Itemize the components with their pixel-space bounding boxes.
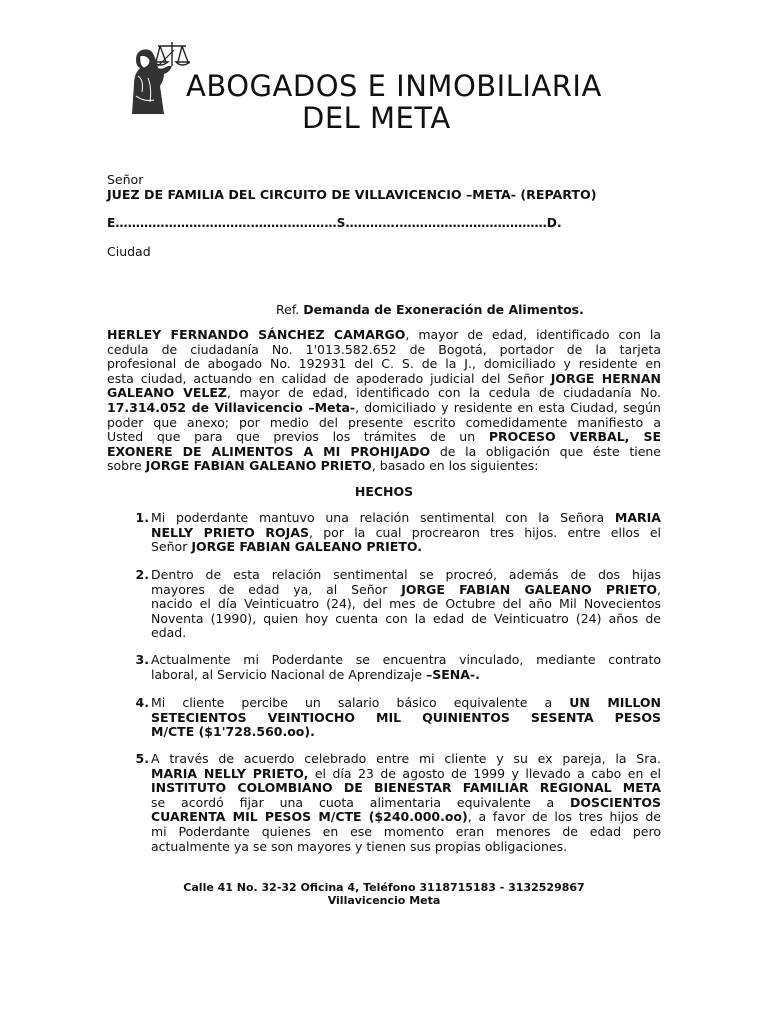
text-run: SETECIENTOS VEINTIOCHO MIL QUINIENTOS SESENTA PESOS xyxy=(151,709,661,725)
text-run: , xyxy=(657,581,661,597)
footer xyxy=(0,882,768,907)
text-run: esta ciudad, actuando en calidad de apoderado judicial del Señor xyxy=(107,370,551,386)
text-run: MARIA xyxy=(614,510,661,525)
text-run: actualmente ya se son mayores y tienen sus propias obligaciones. xyxy=(151,838,568,854)
firm-name-line2: DEL META xyxy=(302,101,451,135)
fact-text xyxy=(151,568,661,641)
text-line xyxy=(151,526,661,541)
text-run: DOSCIENTOS xyxy=(570,794,661,810)
text-line xyxy=(107,386,661,401)
text-run: A través de acuerdo celebrado entre mi cliente y su ex pareja, la Sra. xyxy=(151,751,661,766)
text-run: Dentro de esta relación sentimental se procreó, además de dos hijas xyxy=(151,567,661,582)
text-run: laboral, al Servicio Nacional de Aprendizaje xyxy=(151,666,426,682)
text-run: nacido el día Veinticuatro (24), del mes de Octubre del año Mil Novecientos xyxy=(151,596,661,612)
text-run: se acordó fijar una cuota alimentaria equivalente a xyxy=(151,794,570,810)
fact-number: 2. xyxy=(135,567,149,582)
fact-text xyxy=(151,752,661,854)
text-line xyxy=(151,752,661,767)
text-run: –SENA-. xyxy=(426,666,480,682)
text-line xyxy=(107,328,661,343)
text-line xyxy=(151,668,661,683)
fact-number: 3. xyxy=(135,652,149,667)
reference-line xyxy=(276,303,676,318)
section-title-hechos: HECHOS xyxy=(354,484,414,499)
firm-name-line1: ABOGADOS E INMOBILIARIA xyxy=(186,69,602,103)
text-run: sobre xyxy=(107,458,146,474)
text-run: NELLY PRIETO ROJAS xyxy=(151,524,310,540)
text-run: UN MILLON xyxy=(569,695,661,710)
text-line xyxy=(151,612,661,627)
text-line xyxy=(151,568,661,583)
text-run: Mi cliente percibe un salario básico equivalente a xyxy=(151,695,570,710)
text-run: Actualmente mi Poderdante se encuentra vinculado, mediante contrato xyxy=(151,652,661,667)
fact-text xyxy=(151,511,661,555)
text-line xyxy=(151,796,661,811)
text-line xyxy=(151,597,661,612)
footer-city: Villavicencio Meta xyxy=(327,893,441,907)
text-line xyxy=(151,767,661,782)
firm-name xyxy=(186,70,602,134)
text-run: profesional de abogado No. 192931 del C. S. de la J., domiciliado y residente en xyxy=(107,356,661,372)
text-run: poder que anexo; por medio del presente escrito comedidamente manifiesto a xyxy=(107,414,661,430)
text-run: JORGE FABIAN GALEANO PRIETO xyxy=(401,581,658,597)
text-line xyxy=(107,416,661,431)
text-line xyxy=(107,372,661,387)
addressee-title: JUEZ DE FAMILIA DEL CIRCUITO DE VILLAVICENCIO –META- (REPARTO) xyxy=(107,187,597,202)
text-run: EXONERE DE ALIMENTOS A MI PROHIJADO xyxy=(107,443,431,459)
text-run: Noventa (1990), quien hoy cuenta con la edad de Veinticuatro (24) años de xyxy=(151,610,661,626)
text-run: MARIA NELLY PRIETO, xyxy=(151,765,309,781)
footer-address: Calle 41 No. 32-32 Oficina 4, Teléfono 3118715183 - 3132529867 xyxy=(183,881,585,894)
lady-justice-logo-icon xyxy=(124,36,190,120)
text-line xyxy=(107,459,661,474)
text-run: JORGE HERNAN xyxy=(550,370,661,386)
text-run: M/CTE ($1'728.560.oo). xyxy=(151,724,315,740)
text-run: PROCESO VERBAL, SE xyxy=(488,429,661,445)
text-line xyxy=(151,540,661,555)
fact-text xyxy=(151,696,661,740)
text-run: , por la cual procrearon tres hijos. entre ellos el xyxy=(309,524,662,540)
text-line xyxy=(151,825,661,840)
text-run: cedula de ciudadanía No. 1'013.582.652 de Bogotá, portador de la tarjeta xyxy=(107,341,661,357)
text-run: CUARENTA MIL PESOS M/CTE ($240.000.oo) xyxy=(151,809,468,825)
esd-line: E………………………………………………S………….………………………………D. xyxy=(107,216,562,230)
text-line xyxy=(107,401,661,416)
fact-number: 4. xyxy=(135,695,149,710)
text-run: mi Poderdante quienes en ese momento eran menores de edad pero xyxy=(151,823,661,839)
text-run: edad. xyxy=(151,625,187,641)
text-line xyxy=(151,810,661,825)
text-run: , mayor de edad, identificado con la cedula de ciudadanía No. xyxy=(226,385,661,401)
text-line xyxy=(151,840,661,855)
text-run: Señor xyxy=(151,539,192,555)
text-run: Mi poderdante mantuvo una relación sentimental con la Señora xyxy=(151,510,615,525)
text-run: el día 23 de agosto de 1999 y llevado a cabo en el xyxy=(308,765,661,781)
salutation: Señor xyxy=(107,172,144,187)
text-line xyxy=(107,430,661,445)
text-line xyxy=(151,696,661,711)
intro-paragraph xyxy=(107,328,661,474)
text-run: HERLEY FERNANDO SÁNCHEZ CAMARGO xyxy=(107,327,406,342)
text-line xyxy=(151,626,661,641)
text-run: GALEANO VELEZ xyxy=(107,385,227,401)
text-line xyxy=(151,583,661,598)
text-line xyxy=(151,711,661,726)
addressee-city: Ciudad xyxy=(107,244,151,259)
reference-prefix: Ref. xyxy=(276,302,300,317)
text-line xyxy=(107,357,661,372)
text-run: , basado en los siguientes: xyxy=(371,458,539,474)
text-run: de la obligación que éste tiene xyxy=(430,443,661,459)
text-line xyxy=(151,511,661,526)
reference-subject: Demanda de Exoneración de Alimentos. xyxy=(303,302,584,317)
text-run: , domiciliado y residente en esta Ciudad, según xyxy=(355,399,661,415)
text-line xyxy=(107,343,661,358)
fact-number: 5. xyxy=(135,751,149,766)
text-run: JORGE FABIAN GALEANO PRIETO. xyxy=(191,539,422,555)
fact-text xyxy=(151,653,661,682)
text-line xyxy=(107,445,661,460)
text-line xyxy=(151,781,661,796)
text-run: INSTITUTO COLOMBIANO DE BIENESTAR FAMILIAR REGIONAL META xyxy=(151,780,661,796)
text-line xyxy=(151,653,661,668)
text-run: JORGE FABIAN GALEANO PRIETO xyxy=(145,458,372,474)
text-run: Usted que para que previos los trámites de un xyxy=(107,429,489,445)
text-run: , a favor de los tres hijos de xyxy=(467,809,661,825)
text-run: 17.314.052 de Villavicencio –Meta- xyxy=(107,399,356,415)
text-run: mayores de edad ya, al Señor xyxy=(151,581,402,597)
fact-number: 1. xyxy=(135,510,149,525)
text-line xyxy=(151,725,661,740)
text-run: , mayor de edad, identificado con la xyxy=(405,327,661,342)
